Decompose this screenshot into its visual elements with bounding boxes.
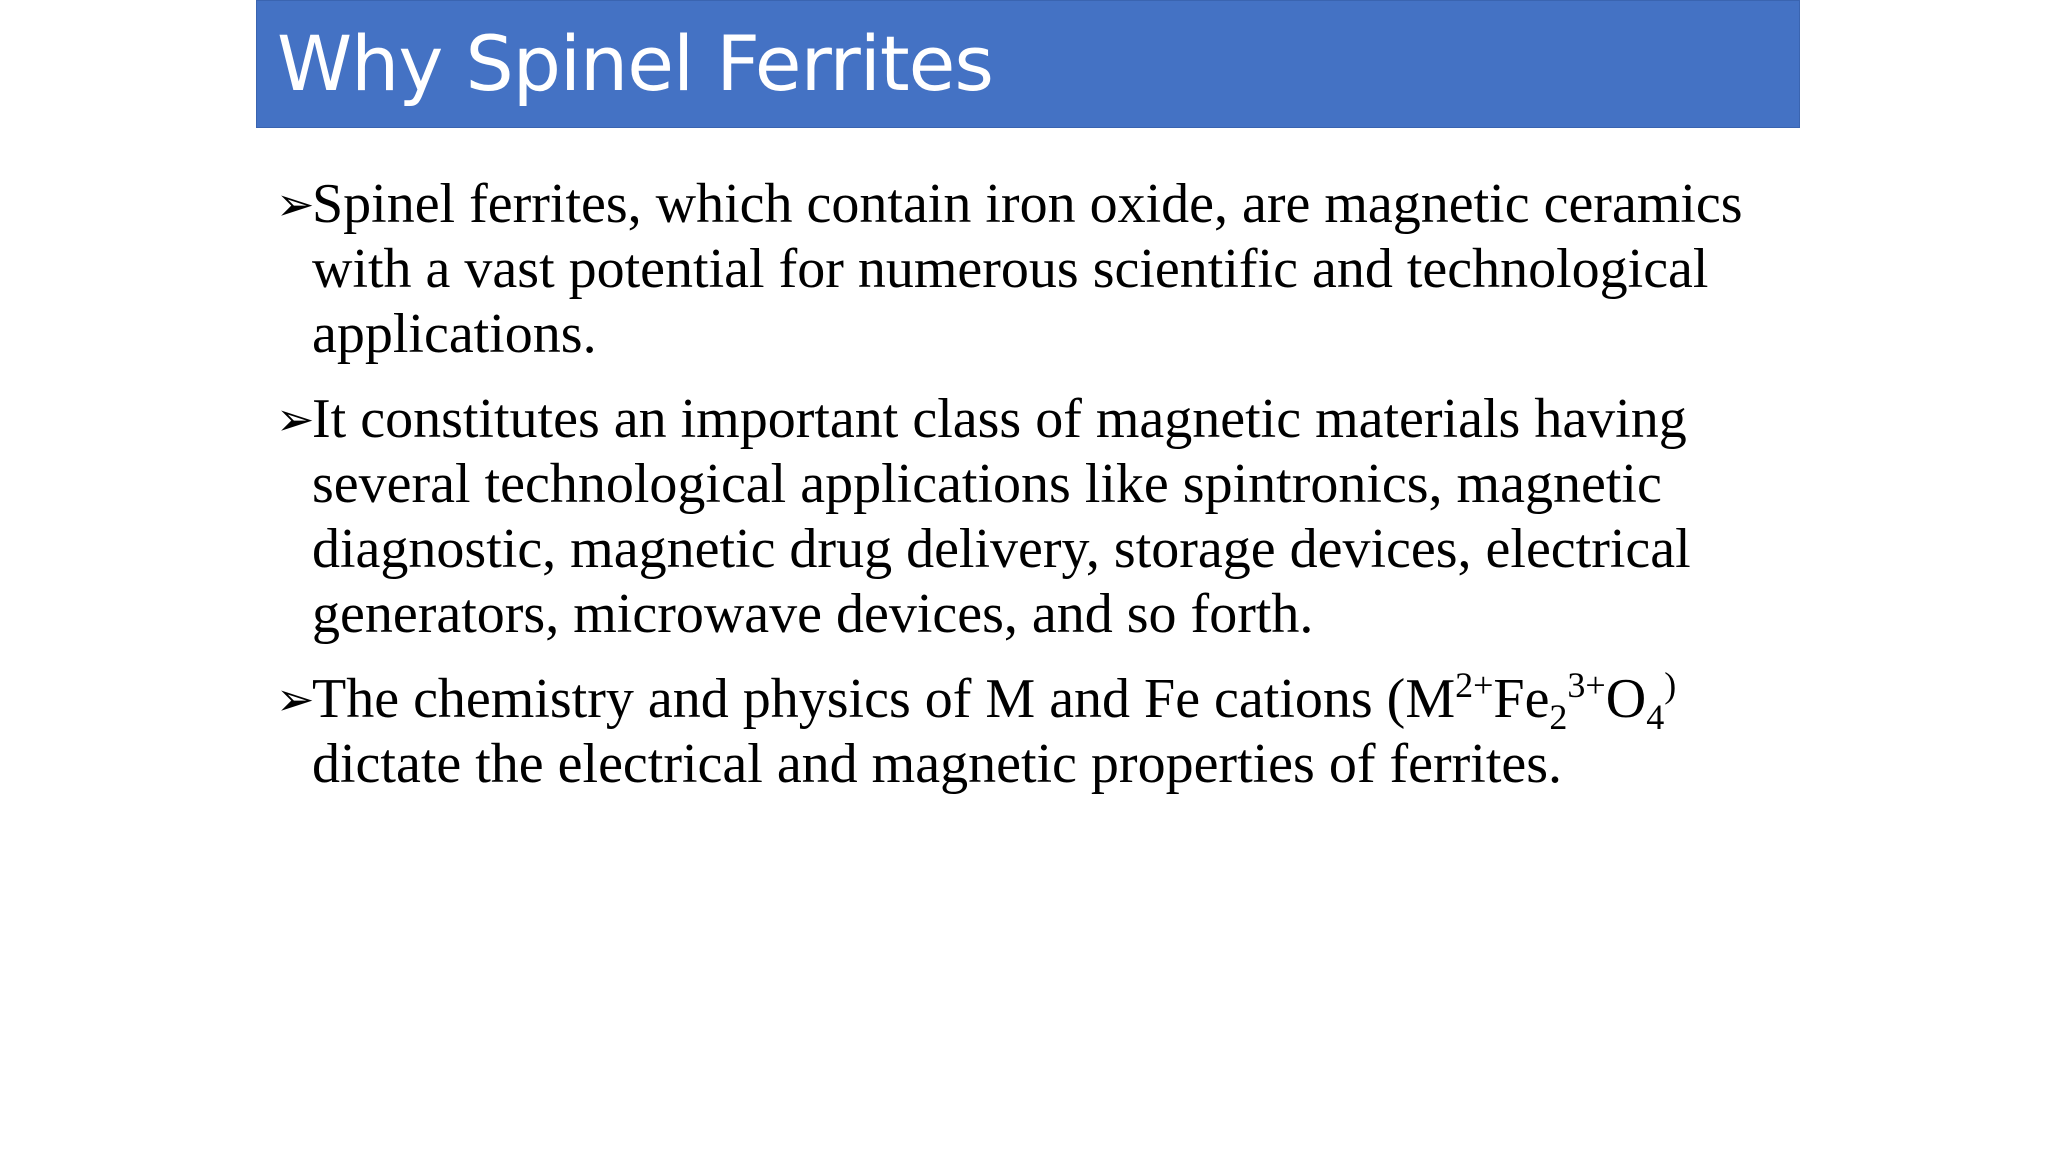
formula-metal-charge: 2+: [1455, 665, 1494, 705]
right-arrowhead-icon: ➢: [276, 177, 315, 231]
bullet-text: It constitutes an important class of magnetic materials having several technological applications like spintronics, magnetic diagnostic, magnetic drug delivery, storage devices, electrical generators, microwave devices, and so forth.: [312, 388, 1691, 645]
formula-iron-count: 2: [1549, 697, 1568, 737]
bullet-text-intro: The chemistry and physics of M and Fe cations (: [312, 668, 1406, 730]
right-arrowhead-icon: ➢: [276, 672, 315, 726]
formula-oxygen: O: [1605, 668, 1647, 730]
bullet-text-outro: dictate the electrical and magnetic properties of ferrites.: [312, 733, 1563, 795]
bullet-text: Spinel ferrites, which contain iron oxide, are magnetic ceramics with a vast potential for numerous scientific and technological applications.: [312, 173, 1743, 365]
formula-close-paren: ): [1664, 665, 1677, 705]
slide-title: Why Spinel Ferrites: [277, 19, 993, 108]
bullet-item: [276, 667, 1806, 797]
formula-iron: Fe: [1493, 668, 1550, 730]
right-arrowhead-icon: ➢: [276, 392, 315, 446]
bullet-list: [276, 172, 1806, 817]
formula-oxygen-count: 4: [1646, 697, 1665, 737]
chemical-formula: [1405, 665, 1677, 737]
slide-title-bar: [256, 0, 1800, 128]
formula-metal: M: [1405, 668, 1456, 730]
bullet-item: [276, 172, 1806, 367]
bullet-item: [276, 387, 1806, 647]
formula-iron-charge: 3+: [1567, 665, 1606, 705]
